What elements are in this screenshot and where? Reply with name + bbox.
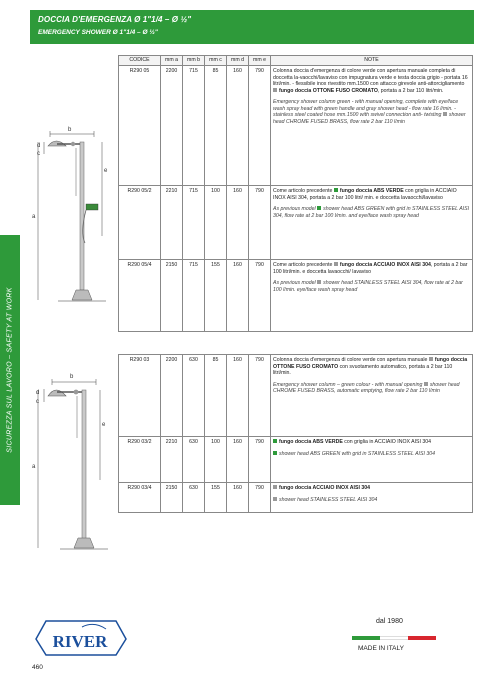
dim-d-label: d [37, 143, 41, 149]
cell-e: 790 [249, 355, 271, 437]
material-swatch [429, 357, 433, 361]
note-en [273, 451, 470, 458]
note-it-text: Colonna doccia d'emergenza di colore verde con apertura manuale completa di doccetta la-vaocchi/lavaviso con impugnatura verde e testa doccia grigio - portata 16 litri/min. - flessibile inox rivestito mm.1500 con attacco girevole anti-attorcigliamento [273, 68, 468, 87]
cell-b: 630 [183, 483, 205, 513]
note-it-bold: fungo doccia ACCIAIO INOX AISI 304 [339, 262, 431, 268]
cell-a: 2200 [161, 66, 183, 186]
note-en [273, 497, 470, 504]
cell-d: 160 [227, 437, 249, 483]
dim-a-label: a [32, 214, 36, 220]
cell-d: 160 [227, 355, 249, 437]
cell-b: 715 [183, 66, 205, 186]
col-e: mm e [249, 56, 271, 66]
material-swatch [273, 451, 277, 455]
material-swatch [273, 88, 277, 92]
note-en-bold: shower head STAINLESS STEEL AISI 304 [279, 496, 378, 503]
cell-a: 2210 [161, 437, 183, 483]
cell-b: 630 [183, 355, 205, 437]
note-en-text: As previous model [273, 280, 316, 286]
note-it-tail: , portata a 2 bar 100 litri/min. e doccetta lavaocchi/ lavaviso [273, 262, 468, 275]
cell-note [271, 437, 473, 483]
col-c: mm c [205, 56, 227, 66]
page-number: 460 [32, 664, 43, 671]
note-en-bold: shower head STAINLESS STEEL AISI 304, flow rate at 2 bar 100 l/min. eye/face wash spray head [273, 280, 463, 293]
dim2-e-label: e [102, 422, 106, 428]
spec-table-2 [118, 354, 473, 513]
cell-code: R290 05 [119, 66, 161, 186]
material-swatch [334, 262, 338, 266]
cell-a: 2150 [161, 483, 183, 513]
col-note: NOTE [271, 56, 473, 66]
dim2-b-label: b [70, 374, 74, 380]
dim2-c-label: c [36, 399, 39, 405]
material-swatch [273, 439, 277, 443]
cell-c: 100 [205, 437, 227, 483]
cell-e: 790 [249, 260, 271, 332]
note-en [273, 382, 470, 395]
note-it-tail: con griglia in ACCIAIO INOX AISI 304 [342, 439, 432, 445]
dim-e-label: e [104, 168, 108, 174]
cell-note [271, 260, 473, 332]
cell-c: 85 [205, 355, 227, 437]
cell-d: 160 [227, 483, 249, 513]
note-en-bold: shower head CHROME FUSED BRASS, automatic emptying, flow rate 2 bar 110 l/min [273, 381, 460, 394]
since-text: dal 1980 [376, 618, 403, 625]
note-it-bold: fungo doccia OTTONE FUSO CROMATO [273, 357, 468, 370]
table2-body [119, 355, 473, 513]
sidebar-label: SICUREZZA SUL LAVORO – SAFETY AT WORK [6, 287, 14, 453]
col-code: CODICE [119, 56, 161, 66]
note-it-bold: fungo doccia ABS VERDE [339, 188, 404, 194]
cell-code: R290 05/2 [119, 186, 161, 260]
river-logo [32, 617, 128, 659]
table-row [119, 260, 473, 332]
cell-a: 2200 [161, 355, 183, 437]
cell-b: 630 [183, 437, 205, 483]
table-row [119, 186, 473, 260]
cell-c: 85 [205, 66, 227, 186]
cell-code: R290 03/2 [119, 437, 161, 483]
material-swatch [273, 497, 277, 501]
material-swatch [334, 188, 338, 192]
cell-d: 160 [227, 260, 249, 332]
cell-d: 160 [227, 186, 249, 260]
note-en-text: As previous model [273, 206, 316, 212]
flag-green [352, 636, 380, 640]
table-header-row [119, 56, 473, 66]
italian-flag [352, 636, 436, 640]
cell-note [271, 355, 473, 437]
note-en-bold: shower head CHROME FUSED BRASS, flow rate 2 bar 110 l/min [273, 112, 466, 125]
shower-drawing-2 [28, 368, 118, 568]
logo-text: RIVER [52, 632, 108, 651]
cell-note [271, 186, 473, 260]
note-it-bold: fungo doccia OTTONE FUSO CROMATO [279, 87, 378, 94]
note-it-bold: fungo doccia ACCIAIO INOX AISI 304 [279, 485, 370, 491]
table-row [119, 483, 473, 513]
cell-code: R290 03 [119, 355, 161, 437]
made-in-italy: MADE IN ITALY [358, 645, 404, 652]
note-en-bold: shower head ABS GREEN with grid in STAINLESS STEEL AISI 304, flow rate at 2 bar 100 l/min. and eye/face wash spray head [273, 206, 470, 219]
material-swatch [317, 280, 321, 284]
page-subtitle: EMERGENCY SHOWER Ø 1"1/4 – Ø ½" [38, 29, 158, 36]
shower-drawing-1 [28, 118, 118, 318]
cell-code: R290 03/4 [119, 483, 161, 513]
note-it-bold: fungo doccia ABS VERDE [279, 439, 343, 445]
col-d: mm d [227, 56, 249, 66]
cell-note [271, 66, 473, 186]
flag-red [408, 636, 436, 640]
cell-b: 715 [183, 186, 205, 260]
cell-code: R290 05/4 [119, 260, 161, 332]
cell-note [271, 483, 473, 513]
dim-c-label: c [37, 151, 40, 157]
note-en [273, 280, 470, 293]
note-it-text: Colonna doccia d'emergenza di colore verde con apertura manuale [273, 357, 428, 363]
col-b: mm b [183, 56, 205, 66]
table-row [119, 66, 473, 186]
note-it-text: Come articolo precedente [273, 262, 333, 268]
material-swatch [424, 382, 428, 386]
note-en-text: Emergency shower column – green colour - with manual opening [273, 381, 423, 388]
note-en-text: Emergency shower column green - with manual opening, complete with eye/face wash spray head with green handle and gray shower head - flow rate 16 l/min. - stainless steel coated hose mm.1500 with swivel connection anti- twisting [273, 99, 459, 118]
dim-b-label: b [68, 127, 72, 133]
cell-a: 2210 [161, 186, 183, 260]
col-a: mm a [161, 56, 183, 66]
cell-e: 790 [249, 483, 271, 513]
material-swatch [273, 485, 277, 489]
dim2-a-label: a [32, 464, 36, 470]
cell-e: 790 [249, 437, 271, 483]
cell-c: 155 [205, 483, 227, 513]
cell-e: 790 [249, 186, 271, 260]
note-en-bold: shower head ABS GREEN with grid in STAINLESS STEEL AISI 304 [279, 450, 435, 457]
material-swatch [443, 112, 447, 116]
note-it-text: Come articolo precedente [273, 188, 333, 194]
note-it-tail: , portata a 2 bar 110 litri/min. [377, 87, 444, 94]
section-sidebar [0, 235, 20, 505]
cell-c: 100 [205, 186, 227, 260]
material-swatch [317, 206, 321, 210]
table-row [119, 355, 473, 437]
note-it-tail: con griglia in ACCIAIO INOX AISI 304, portata a 2 bar 100 litri/ min. e doccetta lavaocchi/lavaviso [273, 188, 457, 201]
page-title: DOCCIA D'EMERGENZA Ø 1"1/4 – Ø ½" [38, 15, 192, 24]
spec-table-1 [118, 55, 473, 332]
cell-a: 2150 [161, 260, 183, 332]
cell-c: 155 [205, 260, 227, 332]
cell-d: 160 [227, 66, 249, 186]
table1-body [119, 66, 473, 332]
cell-e: 790 [249, 66, 271, 186]
page-header [30, 10, 474, 44]
note-en [273, 99, 470, 125]
note-en [273, 206, 470, 219]
note-it-tail: con svuotamento automatico, portata a 2 bar 110 litri/min. [273, 363, 453, 376]
flag-white [380, 636, 408, 640]
dim2-d-label: d [36, 390, 40, 396]
table-row [119, 437, 473, 483]
cell-b: 715 [183, 260, 205, 332]
